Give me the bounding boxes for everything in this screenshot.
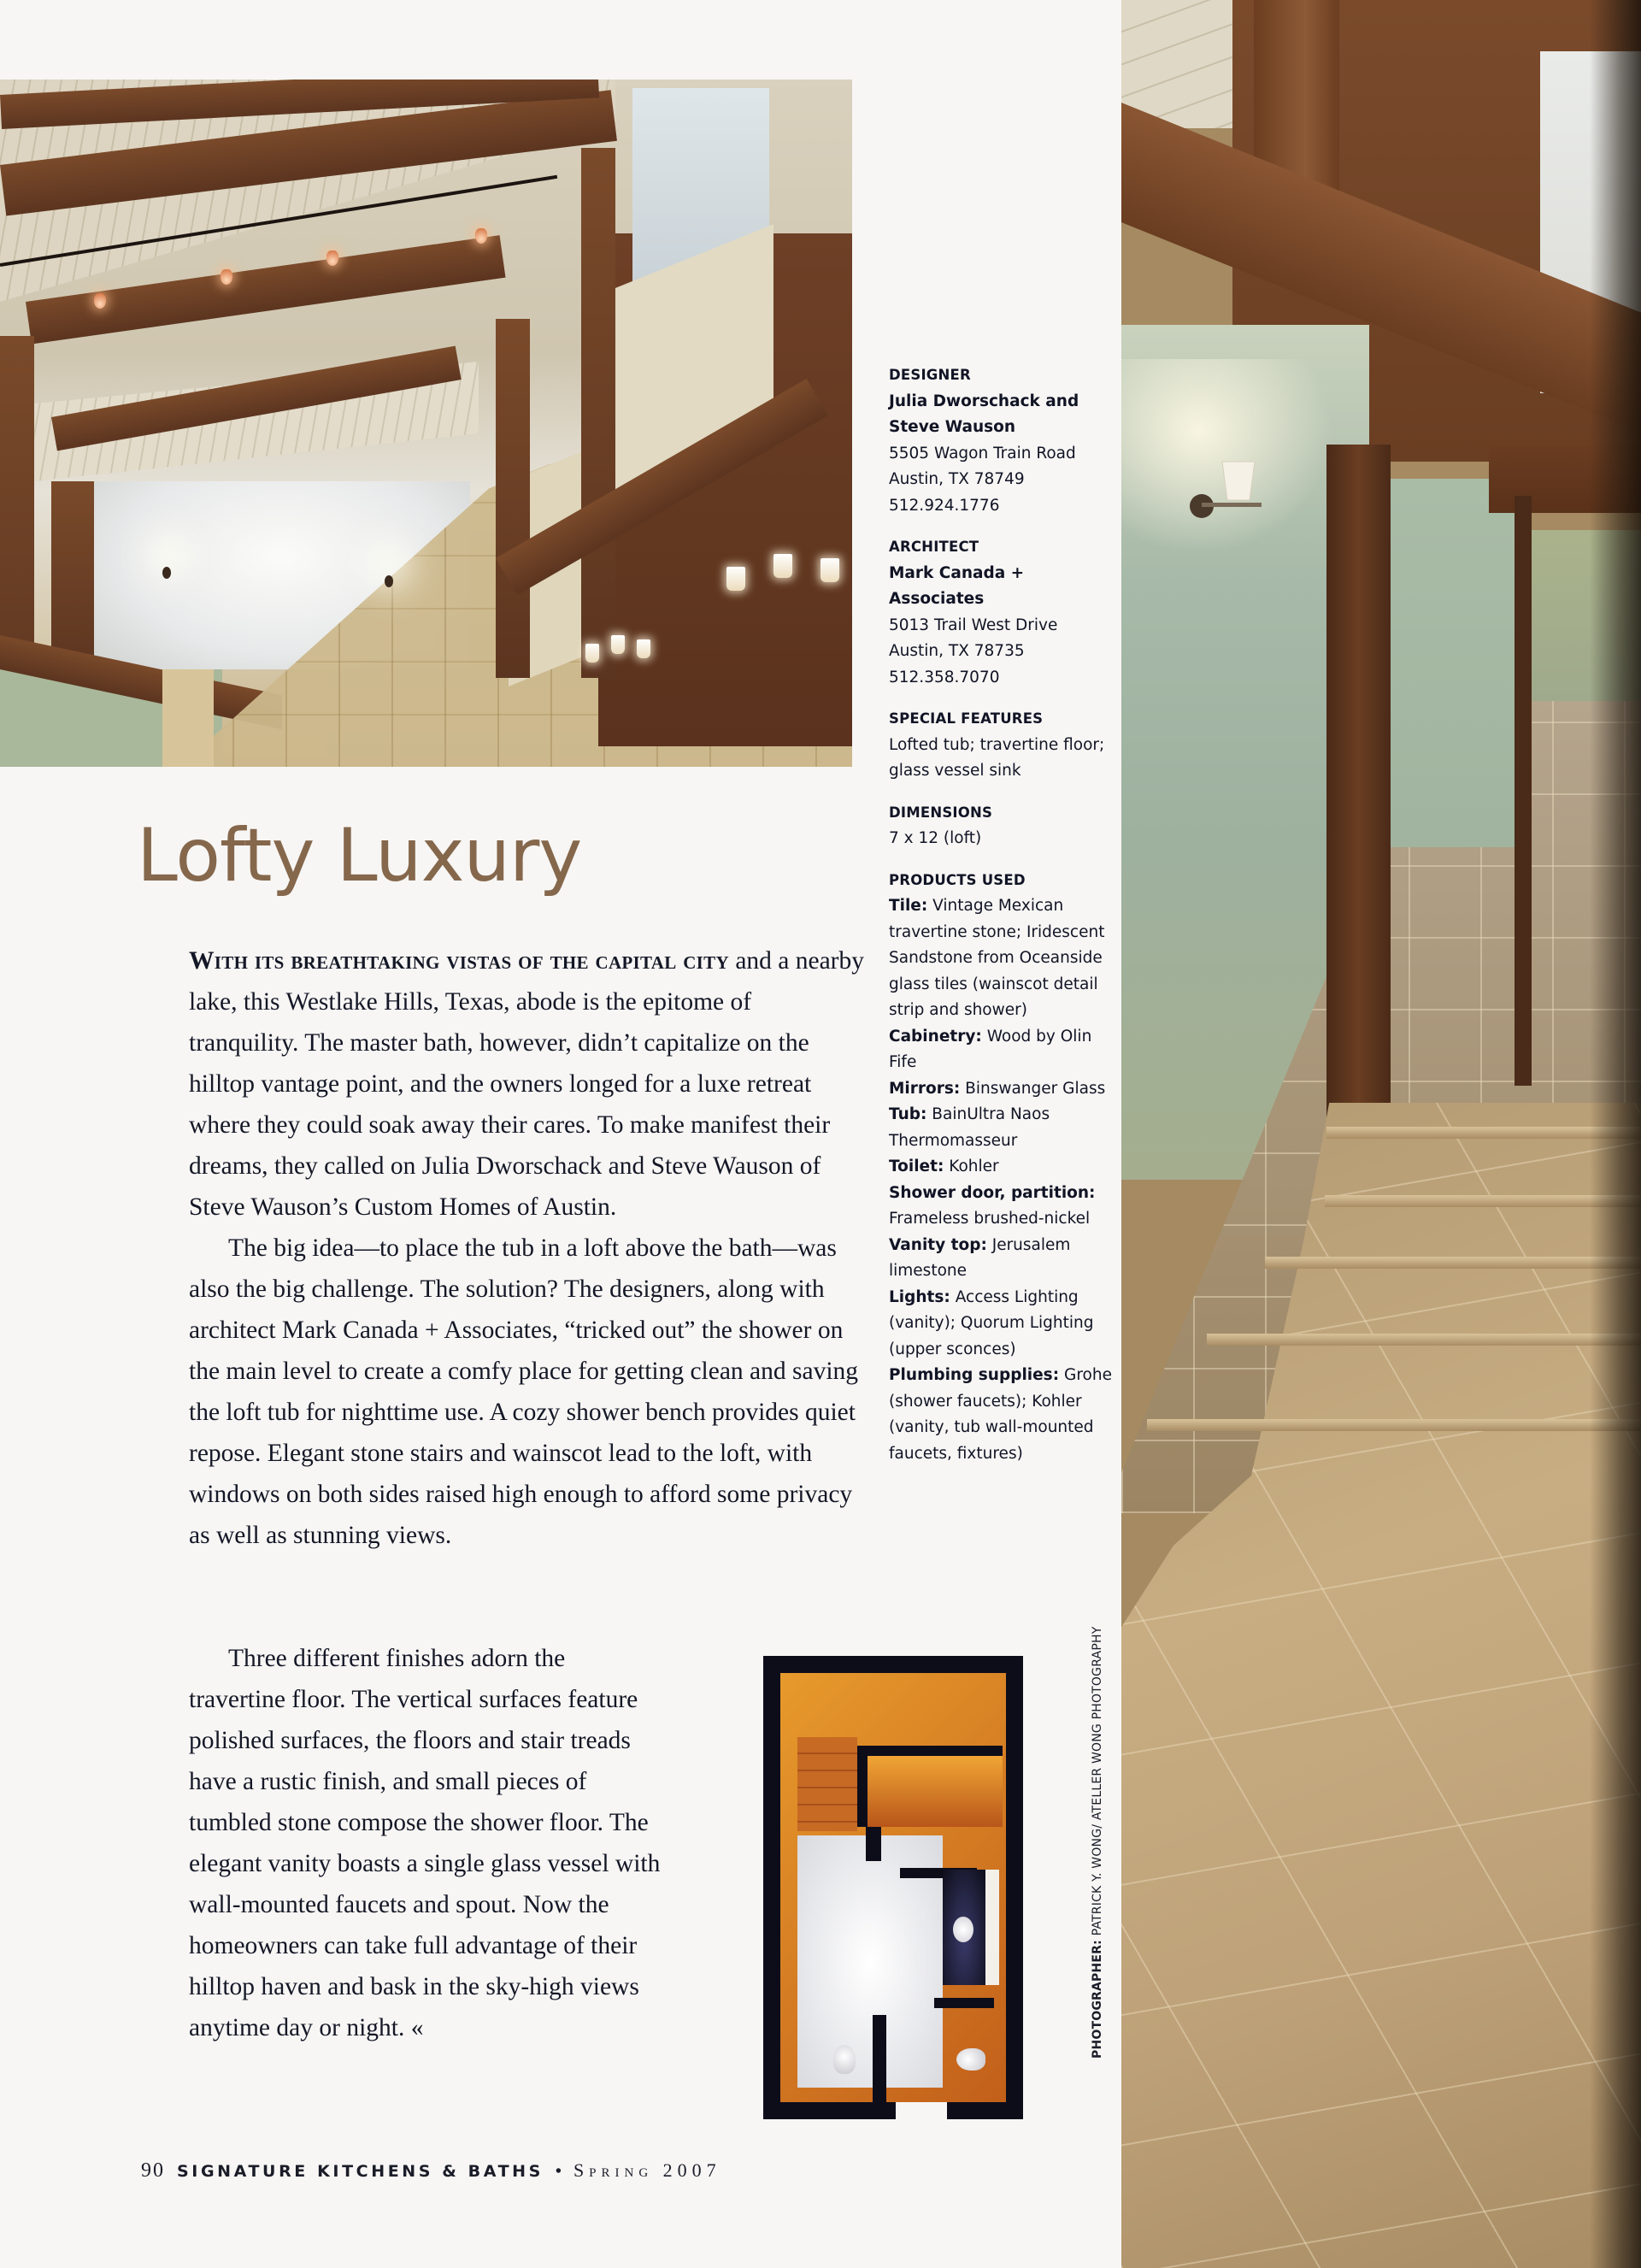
product-label: Cabinetry: [889,1027,982,1046]
project-info-sidebar [889,362,1120,1482]
product-label: Plumbing supplies: [889,1366,1060,1384]
vanity-light-icon [773,554,792,578]
vanity-light-icon [611,635,625,654]
wood-post [496,319,530,678]
article-body [189,940,864,1556]
magazine-title: SIGNATURE KITCHENS & BATHS [177,2162,544,2181]
stair-tread [1207,1334,1641,1346]
right-photo [1121,0,1641,2268]
product-item [889,1363,1120,1467]
product-value: Wood by Olin Fife [889,1027,1092,1071]
floor-plan-image [763,1656,1023,2119]
photo-credit [1091,1627,1104,2059]
product-value: BainUltra Naos Thermomasseur [889,1105,1050,1150]
product-item [889,1076,1120,1103]
architect-address: 5013 Trail West Drive [889,616,1058,634]
product-label: Shower door, partition: [889,1183,1096,1202]
wall-sconce-icon [1185,453,1279,539]
dimensions-block [889,800,1120,852]
architect-name: Mark Canada + [889,563,1025,582]
designer-heading: DESIGNER [889,367,971,383]
wood-post [1515,496,1532,1086]
product-item [889,1102,1120,1154]
vanity-light-icon [585,644,599,663]
toilet-icon [833,2045,856,2074]
product-label: Tile: [889,897,928,915]
track-light-icon [221,269,232,285]
top-photo [0,80,852,767]
footer-separator: • [555,2162,562,2181]
page-gutter-shadow [1590,0,1641,2268]
stair-tread [1265,1257,1641,1269]
product-item [889,1285,1120,1364]
article-headline: Lofty Luxury [137,813,582,898]
special-features-text: Lofted tub; travertine floor; glass vessel sink [889,735,1105,780]
stone-pillar [162,669,214,767]
wall-sconce-icon [162,567,171,579]
stone-stairs-floor [1121,1103,1641,2268]
paragraph-3: Three different finishes adorn the travertine floor. The vertical surfaces feature polished surfaces, the floors and stair treads have a rustic finish, and small pieces of tumbled stone compose the shower floor. The elegant vanity boasts a single glass vessel with wall-mounted faucets and spout. Now the homeowners can take full advantage of their hilltop haven and bask in the sky-high views anytime day or night. « [189,1645,661,2041]
designer-address: 5505 Wagon Train Road [889,444,1076,462]
page-footer [141,2159,721,2183]
stair-tread [1147,1419,1641,1431]
green-plaster-wall [1391,479,1515,881]
wood-post [581,148,615,678]
toilet-icon [956,2048,985,2071]
floor-plan-mirror [985,1870,999,1985]
product-item [889,1024,1120,1076]
paragraph-1 [189,940,864,1228]
article-body-narrow [189,1638,668,2048]
track-light-icon [94,293,106,309]
special-features-heading: SPECIAL FEATURES [889,710,1044,727]
architect-city: Austin, TX 78735 [889,642,1025,660]
designer-name: Julia Dworschack and [889,392,1079,410]
product-value: Jerusalem limestone [889,1235,1071,1280]
product-value: Kohler [949,1158,999,1175]
product-value: Grohe (shower faucets); Kohler (vanity, tub wall-mounted faucets, fixtures) [889,1366,1112,1463]
product-item [889,893,1120,1024]
track-light-icon [475,228,487,244]
vanity-light-icon [726,567,745,591]
architect-heading: ARCHITECT [889,539,979,555]
paragraph-1-text: and a nearby lake, this Westlake Hills, Texas, abode is the epitome of tranquility. The master bath, however, didn’t capitalize on the hilltop vantage point, and the owners longed for a luxe retreat where they could soak away their cares. To make manifest their dreams, they called on Julia Dworschack and Steve Wauson of Steve Wauson’s Custom Homes of Austin. [189,947,865,1221]
dimensions-heading: DIMENSIONS [889,804,993,821]
architect-phone: 512.358.7070 [889,668,1000,686]
product-label: Lights: [889,1287,950,1306]
product-value: Vintage Mexican travertine stone; Iridescent Sandstone from Oceanside glass tiles (wainscot detail strip and shower) [889,897,1105,1019]
page-number: 90 [141,2159,165,2182]
vanity-light-icon [637,639,650,658]
lead-in-small-caps: With its breathtaking vistas of the capital city [189,947,729,975]
designer-name: Steve Wauson [889,418,1016,436]
product-item [889,1181,1120,1233]
paragraph-2: The big idea—to place the tub in a loft above the bath—was also the big challenge. The solution? The designers, along with architect Mark Canada + Associates, “tricked out” the shower on the main level to create a comfy place for getting clean and saving the loft tub for nighttime use. A cozy shower bench provides quiet repose. Elegant stone stairs and wainscot lead to the loft, with windows on both sides raised high enough to afford some privacy as well as stunning views. [189,1234,859,1549]
floor-plan-doorway [896,2102,947,2119]
product-item [889,1154,1120,1181]
issue-date: Spring 2007 [573,2159,721,2181]
product-label: Toilet: [889,1158,944,1175]
product-value: Access Lighting (vanity); Quorum Lighting (upper sconces) [889,1287,1094,1358]
product-label: Tub: [889,1105,927,1123]
floor-plan-partition [934,1998,994,2008]
special-features-block [889,706,1120,785]
products-block [889,868,1120,1468]
dimensions-text: 7 x 12 (loft) [889,829,982,847]
designer-phone: 512.924.1776 [889,496,1000,515]
architect-name: Associates [889,590,985,608]
photo-credit-text: PATRICK Y. WONG/ ATELLER WONG PHOTOGRAPHY [1091,1626,1104,1941]
product-value: Frameless brushed-nickel [889,1210,1091,1228]
designer-city: Austin, TX 78749 [889,470,1025,488]
products-heading: PRODUCTS USED [889,871,1026,888]
floor-plan-partition [866,1827,881,1861]
product-label: Mirrors: [889,1079,961,1098]
floor-plan-loft-tub [857,1746,1003,1827]
vessel-sink-icon [953,1917,973,1942]
product-label: Vanity top: [889,1235,987,1254]
floor-plan-partition [873,2015,886,2105]
architect-block [889,534,1120,691]
product-value: Binswanger Glass [965,1079,1106,1098]
floor-plan-stairs [797,1737,857,1831]
wall-sconce-icon [385,575,393,587]
product-item [889,1233,1120,1285]
track-light-icon [326,250,338,266]
vanity-light-icon [820,558,839,582]
photo-credit-label: PHOTOGRAPHER: [1091,1940,1104,2059]
designer-block [889,362,1120,519]
